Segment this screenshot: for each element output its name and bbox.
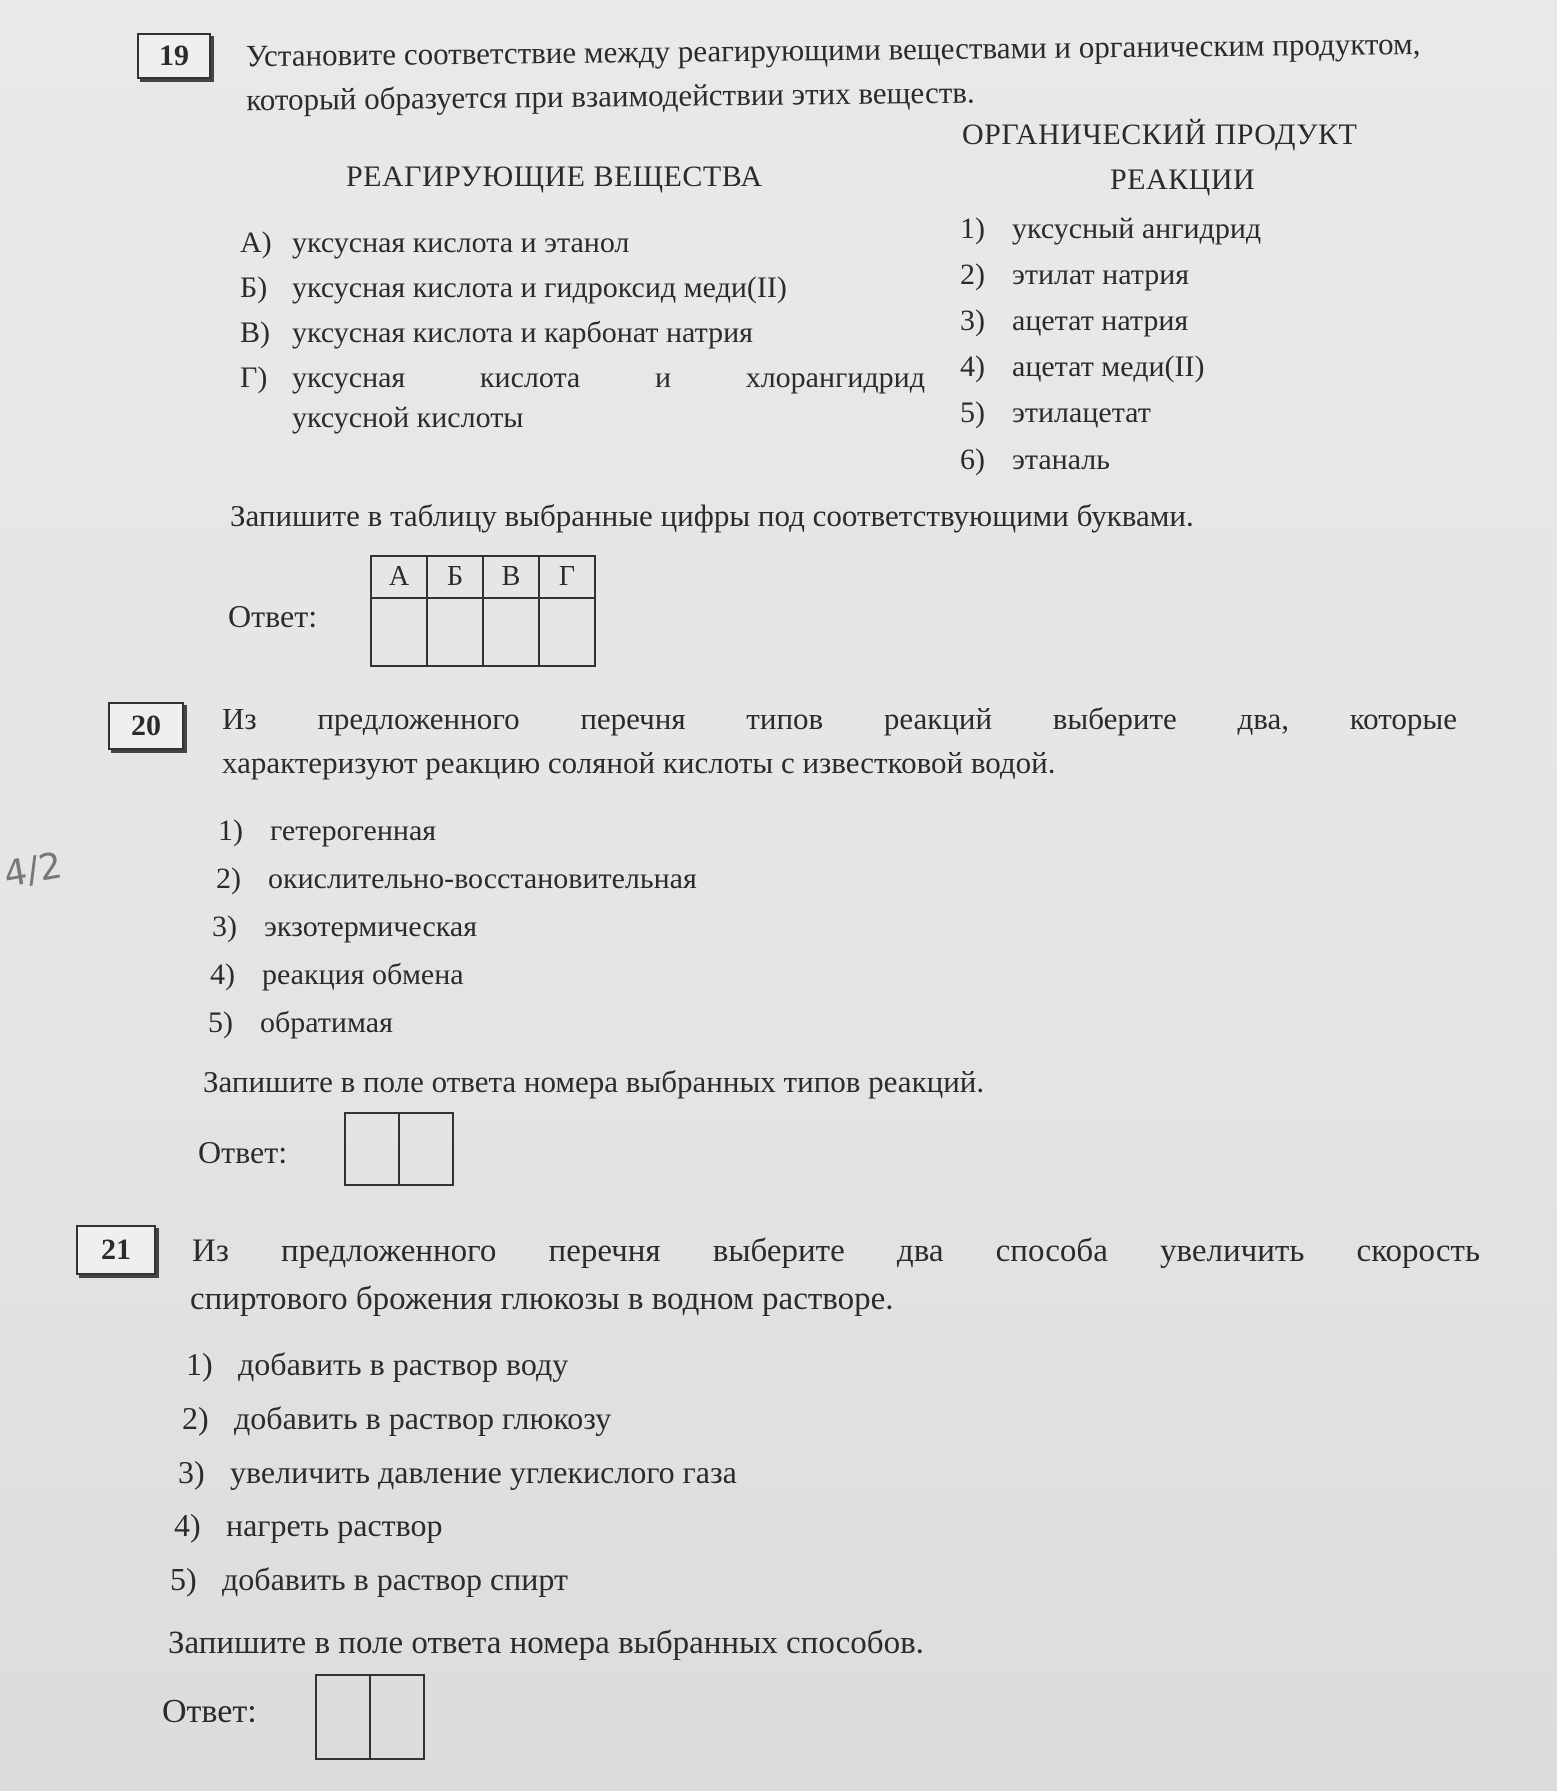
item-text: уксусная кислота и этанол	[292, 226, 630, 259]
question-20-option-4	[210, 958, 464, 992]
option-text: реакция обмена	[262, 958, 464, 991]
product-item-5	[960, 396, 1151, 430]
item-text-continued: уксусной кислоты	[292, 401, 524, 434]
question-19-answer-label: Ответ:	[228, 598, 318, 634]
question-21-answer-box	[315, 1674, 425, 1760]
option-key: 4)	[210, 958, 235, 991]
product-header-line1: ОРГАНИЧЕСКИЙ ПРОДУКТ	[962, 118, 1358, 151]
question-20-answer-label: Ответ:	[198, 1134, 288, 1170]
item-key: Б)	[240, 271, 268, 304]
option-key: 2)	[216, 862, 241, 895]
item-key: А)	[240, 226, 272, 259]
option-text: добавить в раствор глюкозу	[234, 1400, 612, 1436]
reactant-item-g	[240, 361, 925, 435]
reactant-item-b	[240, 271, 787, 305]
item-key: 4)	[960, 350, 985, 383]
product-item-3	[960, 304, 1188, 338]
question-20-text-line1: Из предложенного перечня типов реакций выберите два, которые	[222, 701, 1457, 736]
question-19-text: Установите соответствие между реагирующими веществами и органическим продуктом, который образуется при взаимодействии этих веществ.	[245, 25, 1421, 118]
option-text: окислительно-восстановительная	[268, 862, 697, 895]
item-text: ацетат меди(II)	[1012, 350, 1205, 383]
answer-cell-a[interactable]	[371, 598, 427, 666]
option-key: 5)	[208, 1006, 233, 1039]
question-20-option-3	[212, 910, 477, 944]
option-text: экзотермическая	[264, 910, 478, 943]
item-text: этилацетат	[1012, 396, 1151, 429]
answer-table-header: В	[483, 556, 539, 598]
item-key: 2)	[960, 258, 985, 291]
reactant-item-a	[240, 226, 629, 260]
item-key: 5)	[960, 396, 985, 429]
item-text: этилат натрия	[1012, 258, 1190, 291]
question-19-instruction: Запишите в таблицу выбранные цифры под соответствующими буквами.	[230, 498, 1194, 533]
product-item-2	[960, 258, 1189, 292]
reactants-header: РЕАГИРУЮЩИЕ ВЕЩЕСТВА	[346, 160, 763, 193]
question-21-option-1	[186, 1346, 568, 1383]
item-key: 6)	[960, 443, 985, 476]
question-20-instruction: Запишите в поле ответа номера выбранных типов реакций.	[203, 1064, 985, 1099]
product-item-1	[960, 212, 1261, 246]
product-item-4	[960, 350, 1205, 384]
item-key: 3)	[960, 304, 985, 337]
item-key: В)	[240, 316, 270, 349]
answer-cell-1[interactable]	[346, 1114, 398, 1184]
product-header-line2: РЕАКЦИИ	[1110, 163, 1256, 196]
option-text: добавить в раствор спирт	[222, 1561, 568, 1597]
question-21-text-line1: Из предложенного перечня выберите два способа увеличить скорость	[192, 1233, 1480, 1269]
reactant-item-v	[240, 316, 753, 350]
item-text: уксусная кислота и карбонат натрия	[292, 316, 753, 349]
question-21-option-3	[178, 1454, 737, 1491]
question-19-answer-table	[370, 555, 596, 667]
answer-table-header-row	[371, 556, 595, 598]
question-21-option-5	[170, 1561, 568, 1598]
question-21-instruction: Запишите в поле ответа номера выбранных способов.	[168, 1625, 924, 1661]
answer-table-header: Г	[539, 556, 595, 598]
item-key: Г)	[240, 361, 268, 394]
option-text: добавить в раствор воду	[238, 1346, 569, 1382]
option-key: 4)	[174, 1507, 201, 1543]
option-key: 1)	[186, 1346, 213, 1382]
option-text: увеличить давление углекислого газа	[230, 1454, 737, 1490]
question-21-answer-label: Ответ:	[162, 1693, 257, 1730]
question-19-number: 19	[137, 33, 211, 79]
question-20-number: 20	[108, 702, 184, 750]
answer-table-header: Б	[427, 556, 483, 598]
answer-cell-v[interactable]	[483, 598, 539, 666]
question-21-option-2	[182, 1400, 611, 1437]
answer-table-input-row	[371, 598, 595, 666]
option-key: 1)	[218, 814, 243, 847]
answer-cell-b[interactable]	[427, 598, 483, 666]
question-20-option-1	[218, 814, 436, 848]
option-key: 3)	[212, 910, 237, 943]
answer-cell-2[interactable]	[369, 1676, 423, 1758]
question-21-number: 21	[76, 1225, 156, 1275]
product-item-6	[960, 443, 1110, 477]
option-text: обратимая	[260, 1006, 393, 1039]
question-20-answer-box	[344, 1112, 454, 1186]
option-text: нагреть раствор	[226, 1507, 443, 1543]
option-key: 5)	[170, 1561, 197, 1597]
question-20-option-5	[208, 1006, 393, 1040]
answer-cell-1[interactable]	[317, 1676, 369, 1758]
answer-table-header: А	[371, 556, 427, 598]
margin-note: 4/2	[0, 845, 66, 896]
answer-cell-g[interactable]	[539, 598, 595, 666]
question-20-text-line2: характеризуют реакцию соляной кислоты с известковой водой.	[222, 745, 1056, 780]
option-text: гетерогенная	[270, 814, 437, 847]
item-text: уксусная кислота и гидроксид меди(II)	[292, 271, 787, 304]
option-key: 2)	[182, 1400, 209, 1436]
answer-cell-2[interactable]	[398, 1114, 452, 1184]
question-20-option-2	[216, 862, 697, 896]
question-21-option-4	[174, 1507, 443, 1544]
question-21-text-line2: спиртового брожения глюкозы в водном растворе.	[190, 1281, 894, 1317]
item-text: ацетат натрия	[1012, 304, 1189, 337]
item-text: уксусная кислота и хлорангидрид	[292, 361, 925, 394]
item-text: этаналь	[1012, 443, 1110, 476]
item-key: 1)	[960, 212, 985, 245]
item-text: уксусный ангидрид	[1012, 212, 1262, 245]
option-key: 3)	[178, 1454, 205, 1490]
